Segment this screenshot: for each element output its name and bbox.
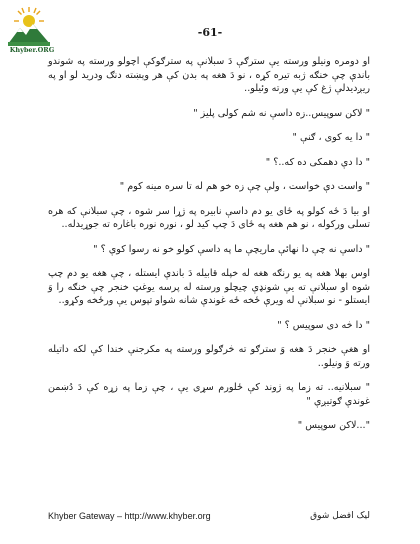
paragraph: " داسې نه چې دا نهائې ماریچې ما په داسې کولو خو نه رسوا کوې ؟ " [93, 243, 370, 255]
sun-icon [14, 7, 44, 27]
logo-text: Khyber.ORG [9, 46, 55, 54]
paragraph: اوس بهلا هغه په یو رنګه هغه له خپله قابیله دَ باندې ایستله ، چې هغه یو دم چپ شوه او سبلانې ته یې شونډې چیچلو ورسته له پرسه یوغټ خنجر چې خنګه را وَ ایستلو - نو سبلانې له ویرې ځخه ځه غوندې شانه شواو تپوس یې ورځخه وکړو.. [48, 268, 370, 306]
paragraph: " دا یه کوی ، ګنې " [292, 132, 370, 143]
page-footer [48, 509, 370, 523]
paragraph: " سبلانیه.. ته زما په ژوند کې ځلورم سړی یې ، چې زما په زړه کې دَ دُښمن غوندې ګوتیږې " [48, 382, 370, 407]
paragraph: او بیا دَ ځه کولو په ځای یو دم داسې نابیره په ژړا سر شوه ، چې سبلانې که هره تسلی ورکوله ، نو هم هغه په ځای دَ چپ کید لو ، نوره نوره باغاره ته جوړیدله.. [48, 205, 370, 230]
footer-author: لیک افضل شوق [310, 511, 370, 521]
paragraph: او هغې خنجر دَ هغه وَ سترګو ته څرګولو ورسته په مکرجنې خندا کې لکه داتیله ورته وَ ونیلو.. [48, 344, 370, 369]
paragraph: " دا دې دهمکی ده که..؟ " [265, 156, 370, 168]
paragraph: او دومره ونیلو ورسته یې سترګې دَ سبلانې په سترګوکې اچولو ورسته په شوندو باندې چې خنګه ژبه تیره کړه ، نو دَ هغه په بدن کې هر وېښته دنګ ودرید لو او په ریږدیدلې ژغ کې یې ورته وئیلو.. [48, 56, 370, 94]
paragraph: " لاکن سوپیس..زه داسې نه شم کولی پلیز " [193, 107, 370, 119]
page-body [48, 55, 370, 444]
paragraph: " واست دې خواست ، ولې چې زه خو هم له تا سره مینه کوم " [119, 181, 370, 192]
paragraph: " دا څه دی سوپیس ؟ " [277, 319, 370, 331]
paragraph: "...لاکن سوپیس " [297, 420, 370, 431]
page-number: -61- [197, 26, 223, 39]
footer-source: Khyber Gateway – http://www.khyber.org [48, 511, 211, 521]
